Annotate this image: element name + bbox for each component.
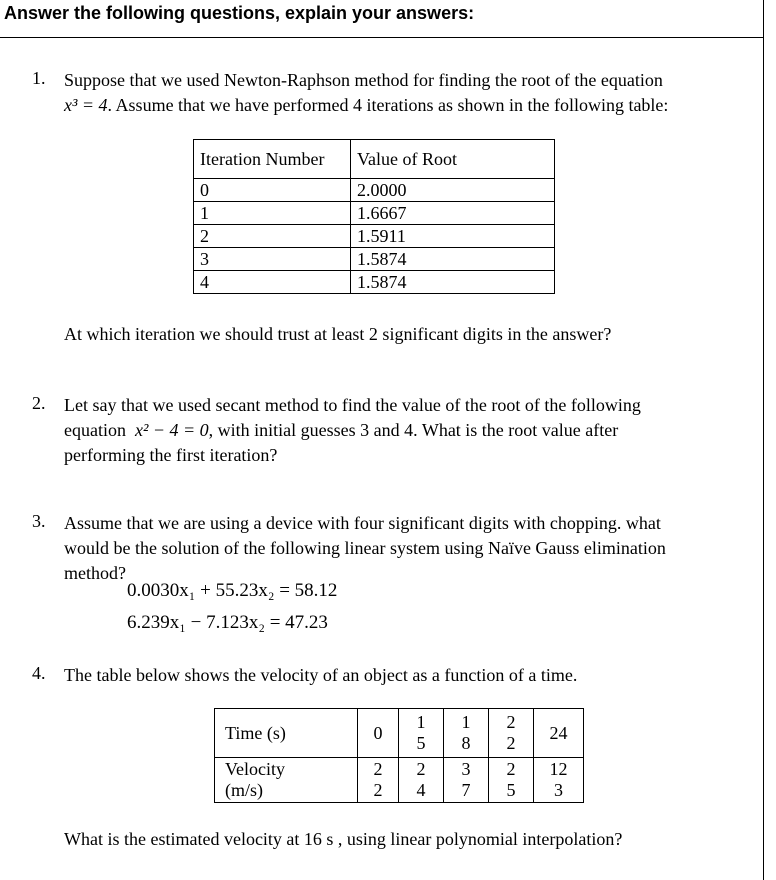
table-cell: 4 <box>194 271 351 294</box>
cell-digit: 24 <box>549 723 568 743</box>
table-cell: 1.5874 <box>351 248 555 271</box>
question-2-number: 2. <box>32 393 46 413</box>
page-heading: Answer the following questions, explain your answers: <box>4 3 475 23</box>
question-1-prompt: At which iteration we should trust at least 2 significant digits in the answer? <box>64 324 612 344</box>
table-row <box>194 225 555 248</box>
question-3-line-1: Assume that we are using a device with four significant digits with chopping. what <box>64 513 661 533</box>
cell-digit: 5 <box>416 733 426 753</box>
question-1-line-2 <box>64 93 760 118</box>
question-1-line-2-rest: . Assume that we have performed 4 iterations as shown in the following table: <box>107 95 669 115</box>
table-row <box>194 202 555 225</box>
question-2-line-2a: equation <box>64 420 126 440</box>
table-cell: 0 <box>194 179 351 202</box>
question-2-line-3: performing the first iteration? <box>64 445 278 465</box>
question-1-number: 1. <box>32 68 46 88</box>
table-cell: 3 <box>194 248 351 271</box>
velocity-label <box>215 758 358 803</box>
question-4-number: 4. <box>32 663 46 683</box>
time-cell <box>399 709 444 758</box>
question-4-prompt: What is the estimated velocity at 16 s , using linear polynomial interpolation? <box>64 829 623 849</box>
question-1-line-1: Suppose that we used Newton-Raphson method for finding the root of the equation <box>64 70 663 90</box>
velocity-table <box>214 708 584 803</box>
cell-digit: 2 <box>506 759 516 779</box>
question-4-intro: The table below shows the velocity of an object as a function of a time. <box>64 665 578 685</box>
table-header: Iteration Number <box>194 140 351 179</box>
cell-digit: 2 <box>373 780 383 800</box>
equation-2: 6.239x₁ − 7.123x₂ = 47.23 <box>127 612 328 633</box>
table-row <box>194 179 555 202</box>
cell-digit: 1 <box>461 712 471 732</box>
question-3-line-2: would be the solution of the following linear system using Naïve Gauss elimination <box>64 538 666 558</box>
table-cell: 1.5911 <box>351 225 555 248</box>
table-row <box>194 248 555 271</box>
time-cell <box>534 709 584 758</box>
question-2-text <box>64 393 760 468</box>
equation: x³ = 4 <box>64 95 108 115</box>
time-cell <box>444 709 489 758</box>
frame-border <box>763 37 764 880</box>
cell-digit: 2 <box>506 733 516 753</box>
question-2-line-2 <box>64 418 760 443</box>
cell-digit: 4 <box>416 780 426 800</box>
iteration-table <box>193 139 555 294</box>
question-1-text <box>64 68 760 118</box>
cell-digit: 7 <box>461 780 471 800</box>
question-3-number: 3. <box>32 511 46 531</box>
time-cell <box>358 709 399 758</box>
velocity-cell <box>444 758 489 803</box>
cell-digit: 2 <box>506 712 516 732</box>
table-header: Value of Root <box>351 140 555 179</box>
cell-digit: 2 <box>416 759 426 779</box>
equation-1: 0.0030x₁ + 55.23x₂ = 58.12 <box>127 580 338 601</box>
table-row-velocity <box>215 758 584 803</box>
cell-digit: 3 <box>554 780 563 800</box>
table-cell: 1.5874 <box>351 271 555 294</box>
table-cell: 2.0000 <box>351 179 555 202</box>
question-3-line-3: method? <box>64 563 126 583</box>
velocity-label-line: (m/s) <box>225 780 263 800</box>
velocity-cell <box>534 758 584 803</box>
frame-border <box>0 37 764 38</box>
table-cell: 1 <box>194 202 351 225</box>
time-label: Time (s) <box>215 709 358 758</box>
question-2-line-1: Let say that we used secant method to find the value of the root of the following <box>64 395 641 415</box>
table-row <box>194 271 555 294</box>
velocity-cell <box>489 758 534 803</box>
cell-digit: 3 <box>461 759 471 779</box>
table-header-row <box>194 140 555 179</box>
table-cell: 2 <box>194 225 351 248</box>
table-cell: 1.6667 <box>351 202 555 225</box>
velocity-label-line: Velocity <box>225 759 285 779</box>
question-2-line-2b: , with initial guesses 3 and 4. What is the root value after <box>208 420 619 440</box>
equation: x² − 4 = 0 <box>134 420 209 440</box>
cell-digit: 5 <box>506 780 516 800</box>
time-cell <box>489 709 534 758</box>
table-row-time <box>215 709 584 758</box>
cell-digit: 12 <box>549 759 568 779</box>
cell-digit: 0 <box>373 723 383 743</box>
cell-digit: 1 <box>416 712 426 732</box>
frame-border <box>763 0 764 37</box>
velocity-cell <box>358 758 399 803</box>
cell-digit: 2 <box>373 759 383 779</box>
cell-digit: 8 <box>461 733 471 753</box>
question-3-text <box>64 511 760 586</box>
velocity-cell <box>399 758 444 803</box>
